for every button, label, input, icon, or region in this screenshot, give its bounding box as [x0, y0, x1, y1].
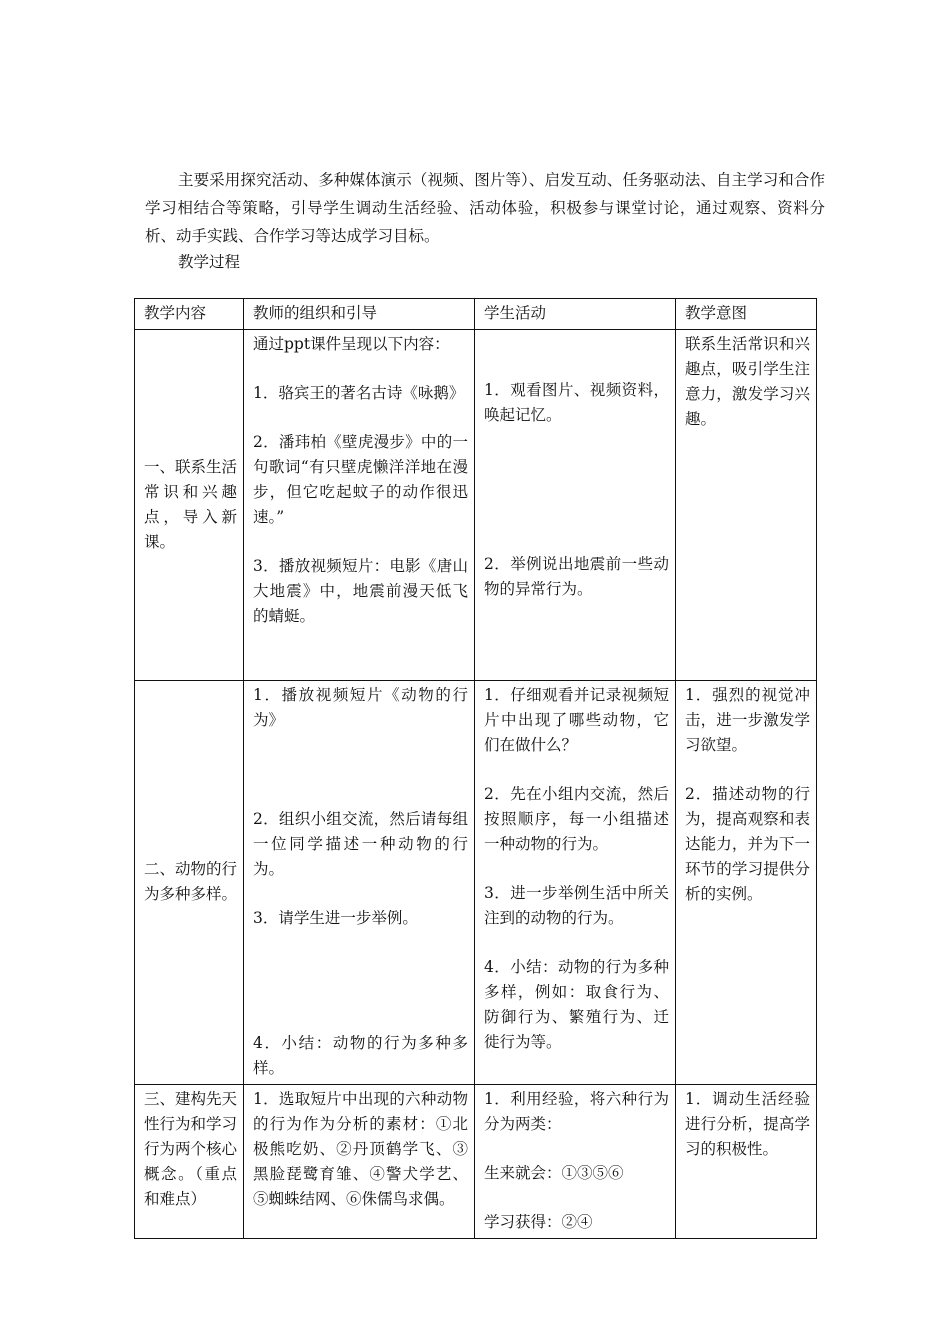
- row2-content-text: 二、动物的行为多种多样。: [144, 860, 238, 903]
- row3-student-item: 1．利用经验，将六种行为分为两类：: [484, 1090, 669, 1133]
- row3-student-item: 学习获得：②④: [484, 1213, 593, 1231]
- row1-teacher-item: 3．播放视频短片：电影《唐山大地震》中，地震前漫天低飞的蜻蜓。: [253, 557, 468, 625]
- header-intent: 教学意图: [676, 299, 817, 330]
- row1-student: [475, 330, 676, 681]
- row2-teacher-item: 3．请学生进一步举例。: [253, 909, 418, 927]
- row2-teacher-item: 1．播放视频短片《动物的行为》: [253, 686, 468, 729]
- row1-content: [135, 330, 244, 681]
- row3-student-item: 生来就会：①③⑤⑥: [484, 1164, 624, 1182]
- row2-intent-item: 2．描述动物的行为，提高观察和表达能力，并为下一环节的学习提供分析的实例。: [685, 785, 810, 903]
- row2-student-item: 3．进一步举例生活中所关注到的动物的行为。: [484, 884, 669, 927]
- row2-teacher: [244, 681, 475, 1085]
- row2-intent: [676, 681, 817, 1085]
- row2-content: [135, 681, 244, 1085]
- intro-paragraph: 主要采用探究活动、多种媒体演示（视频、图片等）、启发互动、任务驱动法、自主学习和合作学习相结合等策略，引导学生调动生活经验、活动体验，积极参与课堂讨论，通过观察、资料分析、动手实践、合作学习等达成学习目标。: [145, 170, 825, 245]
- row3-teacher: [244, 1085, 475, 1239]
- table-row: [135, 681, 817, 1085]
- row3-intent-item: 1．调动生活经验进行分析，提高学习的积极性。: [685, 1090, 810, 1158]
- teaching-process-table: [134, 298, 817, 1239]
- row1-intent-item: 联系生活常识和兴趣点，吸引学生注意力，激发学习兴趣。: [685, 335, 810, 428]
- row2-teacher-item: 4．小结：动物的行为多种多样。: [253, 1034, 468, 1077]
- row2-student-item: 4．小结：动物的行为多种多样，例如：取食行为、防御行为、繁殖行为、迁徙行为等。: [484, 958, 669, 1051]
- row1-student-item: 1．观看图片、视频资料，唤起记忆。: [484, 381, 669, 424]
- row3-content-text: 三、建构先天性行为和学习行为两个核心概念。（重点和难点）: [144, 1090, 238, 1208]
- table-row: [135, 1085, 817, 1239]
- row3-student: [475, 1085, 676, 1239]
- row2-student: [475, 681, 676, 1085]
- row2-student-item: 2．先在小组内交流，然后按照顺序，每一小组描述一种动物的行为。: [484, 785, 669, 853]
- row2-intent-item: 1．强烈的视觉冲击，进一步激发学习欲望。: [685, 686, 810, 754]
- row1-teacher-item: 1．骆宾王的著名古诗《咏鹅》: [253, 384, 465, 402]
- row1-content-text: 一、联系生活常识和兴趣点，导入新课。: [144, 457, 238, 551]
- row1-teacher-item: 2．潘玮柏《壁虎漫步》中的一句歌词“有只壁虎懒洋洋地在漫步，但它吃起蚊子的动作很迅速。”: [253, 433, 468, 526]
- row1-intent: [676, 330, 817, 681]
- row1-teacher-item: 通过ppt课件呈现以下内容：: [253, 335, 450, 353]
- row3-teacher-item: 1．选取短片中出现的六种动物的行为作为分析的素材：①北极熊吃奶、②丹顶鹤学飞、③黑脸琵鹭育雏、④警犬学艺、⑤蜘蛛结网、⑥侏儒鸟求偶。: [253, 1090, 468, 1208]
- header-student: 学生活动: [475, 299, 676, 330]
- section-heading: 教学过程: [178, 253, 241, 271]
- row3-intent: [676, 1085, 817, 1239]
- table-header-row: [135, 299, 817, 330]
- row2-student-item: 1．仔细观看并记录视频短片中出现了哪些动物，它们在做什么？: [484, 686, 669, 754]
- row1-student-item: 2．举例说出地震前一些动物的异常行为。: [484, 555, 669, 598]
- table-row: [135, 330, 817, 681]
- header-teacher: 教师的组织和引导: [244, 299, 475, 330]
- row2-teacher-item: 2．组织小组交流，然后请每组一位同学描述一种动物的行为。: [253, 810, 468, 878]
- header-content: 教学内容: [135, 299, 244, 330]
- row1-teacher: [244, 330, 475, 681]
- row3-content: [135, 1085, 244, 1239]
